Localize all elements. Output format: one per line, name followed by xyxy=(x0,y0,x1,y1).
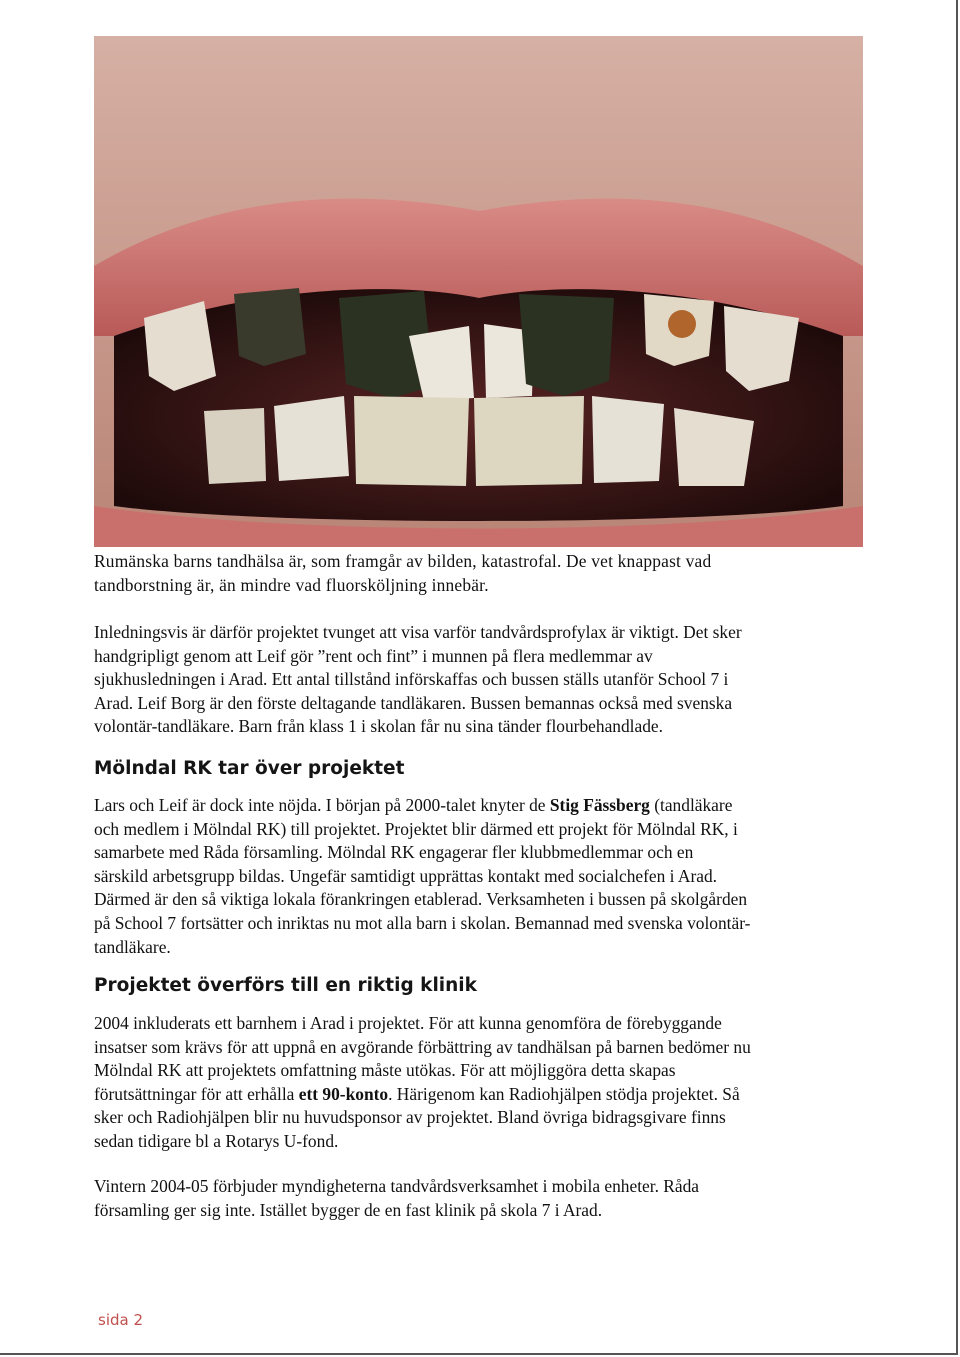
lower-tooth-5 xyxy=(674,408,754,486)
text-line: Därmed är den så viktiga lokala förankringen etablerad. Verksamheten i bussen på skolgården xyxy=(94,889,748,910)
lower-tooth-2 xyxy=(354,396,469,486)
text-line: sker och Radiohjälpen blir nu huvudsponsor av projektet. Bland övriga bidragsgivare finns xyxy=(94,1107,726,1128)
lower-tooth-3 xyxy=(474,396,584,486)
text-line xyxy=(94,1083,874,1107)
text-segment: förutsättningar för att erhålla xyxy=(94,1083,299,1104)
paragraph-intro xyxy=(94,621,874,739)
text-line: Inledningsvis är därför projektet tvunget att visa varför tandvårdsprofylax är viktigt. Det sker xyxy=(94,622,742,642)
text-line: och medlem i Mölndal RK) till projektet. Projektet blir därmed ett projekt för Mölndal RK, i xyxy=(94,818,738,839)
text-line: särskild arbetsgrupp bildas. Ungefär samtidigt upprättas kontakt med socialchefen i Arad. xyxy=(94,865,717,886)
text-line: sjukhusledningen i Arad. Ett antal tillstånd införskaffas och bussen ställs utanför School 7 i xyxy=(94,669,729,690)
text-segment: (tandläkare xyxy=(649,795,733,815)
upper-tooth-right-canine xyxy=(724,306,799,391)
text-segment: Lars och Leif är dock inte nöjda. I början på 2000-talet knyter de xyxy=(94,795,550,815)
text-line: Mölndal RK att projektets omfattning måste utökas. För att möjliggöra detta skapas xyxy=(94,1060,676,1081)
text-line: tandläkare. xyxy=(94,936,171,957)
text-line: handgripligt genom att Leif gör ”rent och fint” i munnen på flera medlemmar av xyxy=(94,645,653,666)
text-line: 2004 inkluderats ett barnhem i Arad i projektet. För att kunna genomföra de förebyggande xyxy=(94,1013,722,1033)
photo-caption xyxy=(94,550,874,597)
text-line: insatser som krävs för att uppnå en avgörande förbättring av tandhälsan på barnen bedömer nu xyxy=(94,1036,751,1057)
lower-tooth-4 xyxy=(592,396,664,483)
dental-photo-illustration xyxy=(94,36,863,547)
upper-tooth-decayed-left-lateral xyxy=(234,288,306,366)
text-segment: . Härigenom kan Radiohjälpen stödja projektet. Så xyxy=(388,1083,740,1104)
heading-klinik: Projektet överförs till en riktig klinik xyxy=(94,975,477,996)
text-line: på School 7 fortsätter och inriktas nu mot alla barn i skolan. Bemannad med svenska volontär- xyxy=(94,912,751,933)
text-line xyxy=(94,794,874,818)
text-line: sedan tidigare bl a Rotarys U-fond. xyxy=(94,1130,339,1151)
lower-tooth-0 xyxy=(204,408,266,484)
text-line: Arad. Leif Borg är den förste deltagande tandläkaren. Bussen bemannas också med svenska xyxy=(94,692,733,713)
paragraph-vintern xyxy=(94,1175,874,1222)
bold-name: Stig Fässberg xyxy=(549,795,650,815)
heading-molndal-rk: Mölndal RK tar över projektet xyxy=(94,758,405,779)
text-line: Vintern 2004-05 förbjuder myndigheterna tandvårdsverksamhet i mobila enheter. Råda xyxy=(94,1176,700,1196)
bold-term: ett 90-konto xyxy=(298,1083,389,1104)
text-line: samarbete med Råda församling. Mölndal RK engagerar fler klubbmedlemmar och en xyxy=(94,842,694,863)
caption-line: Rumänska barns tandhälsa är, som framgår av bilden, katastrofal. De vet knappast vad xyxy=(94,551,712,571)
dental-photo xyxy=(94,36,863,547)
stain-spot xyxy=(668,310,696,338)
lower-tooth-1 xyxy=(274,396,349,481)
text-line: volontär-tandläkare. Barn från klass 1 i skolan får nu sina tänder flourbehandlade. xyxy=(94,716,663,737)
text-line: församling ger sig inte. Istället bygger de en fast klinik på skola 7 i Arad. xyxy=(94,1199,603,1220)
paragraph-molndal xyxy=(94,794,874,959)
paragraph-klinik xyxy=(94,1012,874,1154)
page-number: sida 2 xyxy=(98,1311,144,1329)
upper-tooth-decayed-right-central xyxy=(519,294,614,396)
caption-line: tandborstning är, än mindre vad fluorsköljning innebär. xyxy=(94,574,489,595)
